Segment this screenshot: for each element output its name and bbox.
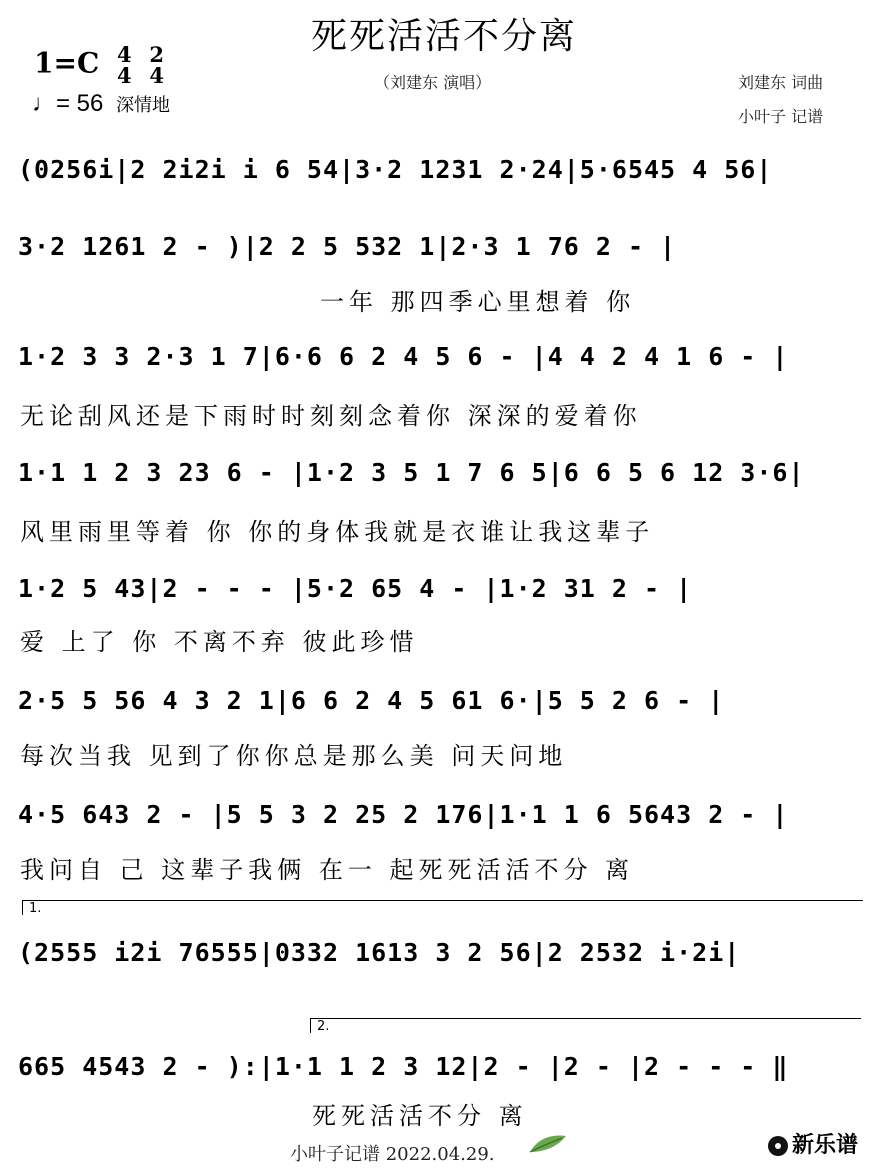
time-signature-2: [149, 44, 164, 86]
score-row-3-lyrics: 无论刮风还是下雨时时刻刻念着你 深深的爱着你: [20, 402, 642, 430]
score-row-5-lyrics: 爱 上了 你 不离不弃 彼此珍惜: [20, 628, 419, 656]
score-row-2-notes: 3·2 1261 2 - )|2 2 5 532 1|2·3 1 76 2 - |: [18, 232, 677, 261]
page-title: 死死活活不分离: [310, 16, 577, 57]
score-row-2-lyrics: 一年 那四季心里想着 你: [320, 288, 636, 316]
key-signature: [34, 44, 164, 86]
score-row-4-lyrics: 风里雨里等着 你 你的身体我就是衣谁让我这辈子: [20, 518, 655, 546]
volta-1-bracket: [22, 900, 863, 915]
time-signature-2-top: 2: [149, 42, 164, 67]
composer-credit: 刘建东 词曲: [738, 73, 824, 92]
volta-2-bracket: [310, 1018, 861, 1033]
tempo-value: ♩= 56: [32, 90, 104, 117]
score-row-8-notes: (2555 i2i 76555|0332 1613 3 2 56|2 2532 i·2i|: [18, 938, 741, 967]
score-row-7-notes: 4·5 643 2 - |5 5 3 2 25 2 176|1·1 1 6 5643 2 - |: [18, 800, 789, 829]
score-row-3-notes: 1·2 3 3 2·3 1 7|6·6 6 2 4 5 6 - |4 4 2 4 1 6 - |: [18, 342, 789, 371]
score-row-7-lyrics: 我问自 己 这辈子我俩 在一 起死死活活不分 离: [20, 856, 635, 884]
key-label: 1=C: [34, 46, 100, 80]
mood-marking: 深情地: [116, 95, 171, 115]
time-signature-1-bottom: 4: [116, 63, 132, 88]
score-row-5-notes: 1·2 5 43|2 - - - |5·2 65 4 - |1·2 31 2 - |: [18, 574, 693, 603]
volta-2-label: 2.: [317, 1019, 330, 1034]
score-row-6-lyrics: 每次当我 见到了你你总是那么美 问天问地: [20, 742, 568, 770]
record-icon: [768, 1136, 788, 1156]
score-row-9-lyrics: 死死活活不分 离: [312, 1102, 528, 1130]
score-row-9-notes: 665 4543 2 - ):|1·1 1 2 3 12|2 - |2 - |2 - - - ‖: [18, 1052, 789, 1081]
tempo-marking: [32, 90, 170, 118]
score-row-1-notes: (0256i|2 2i2i i 6 54|3·2 1231 2·24|5·6545 4 56|: [18, 155, 773, 184]
singer-credit: （刘建东 演唱）: [374, 73, 492, 92]
time-signature-1-top: 4: [116, 42, 132, 67]
transcriber-credit: 小叶子 记谱: [738, 107, 824, 126]
site-logo: [768, 1128, 858, 1159]
score-row-4-notes: 1·1 1 2 3 23 6 - |1·2 3 5 1 7 6 5|6 6 5 6 12 3·6|: [18, 458, 805, 487]
time-signature-2-bottom: 4: [149, 63, 164, 88]
footer-transcription-note: 小叶子记谱 2022.04.29.: [290, 1144, 495, 1165]
logo-text: 新乐谱: [792, 1133, 859, 1158]
volta-1-label: 1.: [29, 901, 42, 916]
time-signature-1: [117, 44, 132, 86]
score-row-6-notes: 2·5 5 56 4 3 2 1|6 6 2 4 5 61 6·|5 5 2 6 - |: [18, 686, 725, 715]
leaf-icon: [528, 1132, 568, 1154]
